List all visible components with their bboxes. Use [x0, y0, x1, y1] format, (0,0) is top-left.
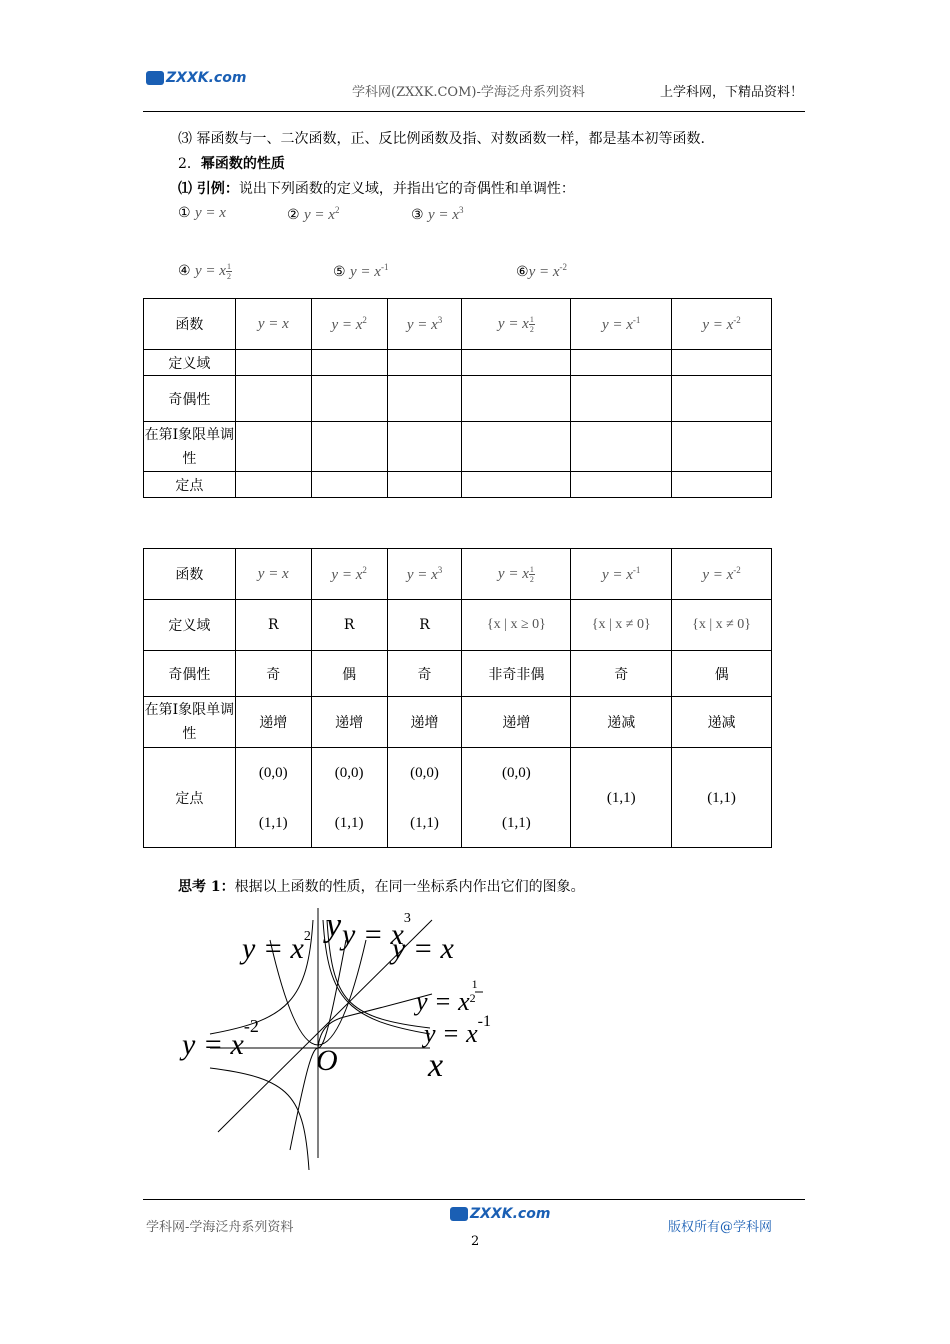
- table-row: 定点 (0,0) (1,1) (0,0) (1,1) (0,0) (1,1) (0,0) (1,1) (1,1) (1,1): [144, 748, 772, 848]
- graduation-cap-icon: [146, 71, 164, 85]
- footer-rule: [143, 1199, 805, 1200]
- func-item-1: ① y = x: [178, 205, 226, 221]
- table-row: 在第Ⅰ象限单调性: [144, 422, 772, 472]
- label-x1: y = x: [392, 932, 454, 965]
- origin-label: O: [316, 1044, 338, 1077]
- table-row: 定义域: [144, 350, 772, 376]
- footer-logo: ZXXK.com: [450, 1206, 550, 1222]
- func-item-3: ③ $y = x^3$: [411, 205, 464, 223]
- label-x3: $y = x^3$: [342, 911, 411, 951]
- table-row: 函数 y = x $y = x^2$ $y = x^3$ y = x $\frac{1}{2}$ $y = x^{-1}$ $y = x^{-2}$: [144, 299, 772, 350]
- footer-left-text: 学科网-学海泛舟系列资料: [146, 1220, 294, 1235]
- func-item-5: ⑤ $y = x^{-1}$: [333, 262, 389, 280]
- label-xhalf: $y = x^1$ 2: [416, 977, 478, 1016]
- header-logo: ZXXK.com: [146, 70, 246, 86]
- page-number: 2: [471, 1234, 480, 1249]
- label-xm2: $y = x^{-2}$: [182, 1016, 259, 1061]
- graduation-cap-icon: [450, 1207, 468, 1221]
- label-xm1: $y = x^{-1}$: [424, 1013, 491, 1048]
- table-empty: [143, 298, 772, 498]
- think-question: 思考 1：根据以上函数的性质，在同一坐标系内作出它们的图象。: [178, 879, 585, 895]
- header-center-text: 学科网(ZXXK.COM)-学海泛舟系列资料: [352, 85, 585, 100]
- table-row: 定点: [144, 472, 772, 498]
- example-line: ⑴ 引例：说出下列函数的定义域，并指出它的奇偶性和单调性：: [178, 181, 575, 197]
- func-item-2: ② $y = x^2$: [287, 205, 340, 223]
- func-item-4: ④ y = x $\frac{1}{2}$: [178, 262, 231, 281]
- x-axis-label: x: [428, 1047, 444, 1084]
- power-functions-graph: [170, 900, 530, 1170]
- table-filled: [143, 548, 772, 848]
- table-row: 定义域 R R R {x | x ≥ 0} {x | x ≠ 0} {x | x ≠ 0}: [144, 600, 772, 651]
- label-x2: $y = x^2$: [242, 929, 311, 965]
- header-right-text: 上学科网，下精品资料！: [660, 85, 804, 100]
- y-axis-label: y: [326, 907, 342, 944]
- table-row: 奇偶性 奇 偶 奇 非奇非偶 奇 偶: [144, 651, 772, 697]
- header-rule: [143, 111, 805, 112]
- table-row: 函数 y = x $y = x^2$ $y = x^3$ y = x $\frac{1}{2}$ $y = x^{-1}$ $y = x^{-2}$: [144, 549, 772, 600]
- section-heading: 2．幂函数的性质: [178, 156, 285, 172]
- paragraph-item3: ⑶ 幂函数与一、二次函数，正、反比例函数及指、对数函数一样，都是基本初等函数.: [178, 131, 705, 147]
- footer-right-text: 版权所有@学科网: [668, 1220, 773, 1235]
- table-row: 在第Ⅰ象限单调性 递增 递增 递增 递增 递减 递减: [144, 697, 772, 748]
- table-row: 奇偶性: [144, 376, 772, 422]
- func-item-6: ⑥y = $x^{-2}$: [516, 262, 567, 280]
- curve-xm1-neg: [210, 1068, 309, 1170]
- curve-xhalf: [318, 994, 432, 1048]
